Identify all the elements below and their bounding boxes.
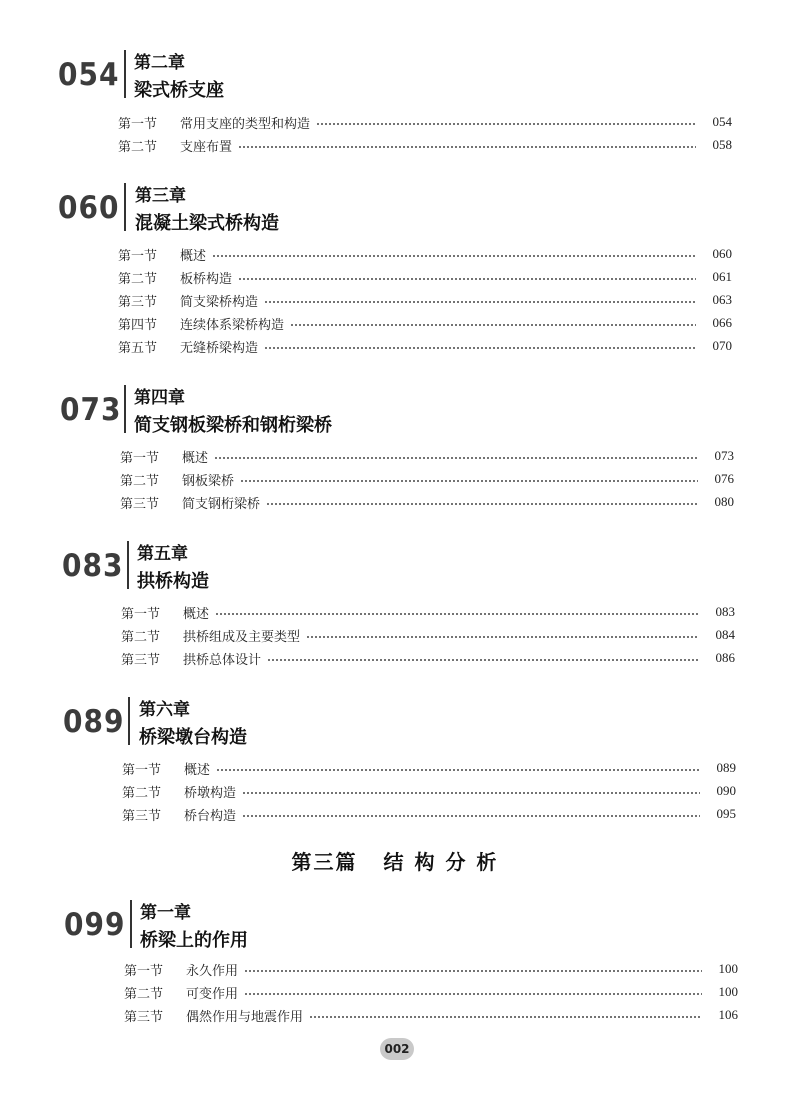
section-page: 095 [716, 806, 736, 821]
section-title: 拱桥总体设计 [183, 651, 262, 667]
section-title: 支座布置 [180, 138, 233, 154]
section-number: 第一节 [124, 962, 164, 978]
toc-entry[interactable] [120, 446, 734, 466]
dot-leader [242, 792, 700, 794]
chapter-heading [0, 693, 790, 755]
section-page: 100 [718, 961, 738, 976]
section-number: 第一节 [122, 761, 162, 777]
chapter-divider [127, 541, 129, 589]
section-page: 058 [712, 137, 732, 152]
chapter-start-page: 099 [64, 906, 126, 943]
chapter-label: 第一章 [140, 903, 191, 923]
dot-leader [244, 970, 702, 972]
chapter-block [0, 381, 790, 511]
chapter-label: 第二章 [134, 53, 185, 73]
section-number: 第二节 [124, 985, 164, 1001]
dot-leader [214, 457, 698, 459]
toc-entry[interactable] [118, 244, 732, 264]
toc-entry[interactable] [122, 804, 736, 824]
dot-leader [290, 324, 696, 326]
section-page: 061 [712, 269, 732, 284]
section-number: 第二节 [121, 628, 161, 644]
section-page: 089 [716, 760, 736, 775]
section-title: 永久作用 [186, 962, 239, 978]
section-number: 第二节 [118, 270, 158, 286]
section-page: 070 [712, 338, 732, 353]
section-page: 066 [712, 315, 732, 330]
toc-entry[interactable] [121, 602, 735, 622]
part-label: 第三篇 [291, 850, 358, 874]
dot-leader [215, 613, 699, 615]
dot-leader [264, 347, 696, 349]
section-title: 概述 [183, 605, 210, 621]
section-number: 第四节 [118, 316, 158, 332]
section-title: 偶然作用与地震作用 [186, 1008, 304, 1024]
toc-entry[interactable] [122, 781, 736, 801]
chapter-start-page: 060 [58, 189, 120, 226]
chapter-divider [128, 697, 130, 745]
section-title: 桥台构造 [184, 807, 237, 823]
dot-leader [238, 278, 696, 280]
page-number-badge: 002 [380, 1038, 414, 1060]
section-title: 概述 [182, 449, 209, 465]
section-number: 第三节 [124, 1008, 164, 1024]
toc-entry[interactable] [120, 469, 734, 489]
section-page: 076 [714, 471, 734, 486]
dot-leader [242, 815, 700, 817]
dot-leader [238, 146, 696, 148]
chapter-start-page: 073 [60, 391, 122, 428]
chapter-heading [0, 179, 790, 241]
section-number: 第三节 [122, 807, 162, 823]
chapter-title[interactable]: 桥梁上的作用 [140, 930, 248, 951]
chapter-divider [124, 385, 126, 433]
section-number: 第三节 [120, 495, 160, 511]
section-page: 083 [715, 604, 735, 619]
chapter-label: 第五章 [137, 544, 188, 564]
section-page: 073 [714, 448, 734, 463]
chapter-title[interactable]: 简支钢板梁桥和钢桁梁桥 [134, 415, 332, 436]
section-number: 第一节 [120, 449, 160, 465]
section-page: 063 [712, 292, 732, 307]
dot-leader [216, 769, 700, 771]
section-page: 084 [715, 627, 735, 642]
section-number: 第三节 [118, 293, 158, 309]
section-title: 板桥构造 [180, 270, 233, 286]
toc-entry[interactable] [121, 625, 735, 645]
chapter-block [0, 537, 790, 667]
section-title: 概述 [184, 761, 211, 777]
section-number: 第二节 [122, 784, 162, 800]
toc-entry[interactable] [118, 313, 732, 333]
chapter-heading [0, 537, 790, 599]
toc-entry[interactable] [118, 336, 732, 356]
toc-entry[interactable] [118, 135, 732, 155]
section-title: 钢板梁桥 [182, 472, 235, 488]
toc-entry[interactable] [118, 267, 732, 287]
section-page: 090 [716, 783, 736, 798]
section-page: 060 [712, 246, 732, 261]
section-title: 拱桥组成及主要类型 [183, 628, 301, 644]
chapter-heading [0, 381, 790, 443]
toc-entry[interactable] [122, 758, 736, 778]
toc-entry[interactable] [118, 290, 732, 310]
chapter-start-page: 083 [62, 547, 124, 584]
chapter-label: 第六章 [139, 700, 190, 720]
chapter-title[interactable]: 拱桥构造 [137, 571, 209, 592]
section-page: 086 [715, 650, 735, 665]
section-number: 第五节 [118, 339, 158, 355]
part-title: 结 构 分 析 [383, 850, 499, 874]
toc-entry[interactable] [120, 492, 734, 512]
chapter-title[interactable]: 梁式桥支座 [134, 80, 224, 101]
toc-entry[interactable] [121, 648, 735, 668]
toc-entry[interactable] [124, 959, 738, 979]
section-number: 第二节 [118, 138, 158, 154]
toc-entry[interactable] [118, 112, 732, 132]
chapter-heading [0, 46, 790, 108]
section-title: 可变作用 [186, 985, 239, 1001]
chapter-title[interactable]: 混凝土梁式桥构造 [135, 213, 279, 234]
chapter-block [0, 46, 790, 154]
chapter-label: 第三章 [135, 186, 186, 206]
section-title: 无缝桥梁构造 [180, 339, 259, 355]
section-page: 080 [714, 494, 734, 509]
section-title: 常用支座的类型和构造 [180, 115, 311, 131]
toc-entry[interactable] [124, 982, 738, 1002]
section-number: 第一节 [118, 247, 158, 263]
section-title: 连续体系梁桥构造 [180, 316, 285, 332]
chapter-start-page: 089 [63, 703, 125, 740]
dot-leader [240, 480, 698, 482]
chapter-divider [124, 50, 126, 98]
chapter-divider [130, 900, 132, 948]
dot-leader [266, 503, 698, 505]
dot-leader [316, 123, 696, 125]
chapter-block [0, 179, 790, 355]
section-number: 第一节 [118, 115, 158, 131]
section-number: 第一节 [121, 605, 161, 621]
dot-leader [244, 993, 702, 995]
chapter-heading [0, 896, 790, 958]
part-heading [0, 846, 790, 875]
chapter-block [0, 693, 790, 823]
chapter-block [0, 896, 790, 1024]
chapter-label: 第四章 [134, 388, 185, 408]
chapter-title[interactable]: 桥梁墩台构造 [139, 727, 247, 748]
section-number: 第二节 [120, 472, 160, 488]
section-page: 106 [718, 1007, 738, 1022]
section-number: 第三节 [121, 651, 161, 667]
dot-leader [212, 255, 696, 257]
section-title: 概述 [180, 247, 207, 263]
dot-leader [306, 636, 699, 638]
dot-leader [267, 659, 699, 661]
chapter-divider [124, 183, 126, 231]
section-title: 简支梁桥构造 [180, 293, 259, 309]
dot-leader [264, 301, 696, 303]
toc-entry[interactable] [124, 1005, 738, 1025]
section-page: 054 [712, 114, 732, 129]
dot-leader [309, 1016, 702, 1018]
chapter-start-page: 054 [58, 56, 120, 93]
section-title: 简支钢桁梁桥 [182, 495, 261, 511]
section-title: 桥墩构造 [184, 784, 237, 800]
section-page: 100 [718, 984, 738, 999]
